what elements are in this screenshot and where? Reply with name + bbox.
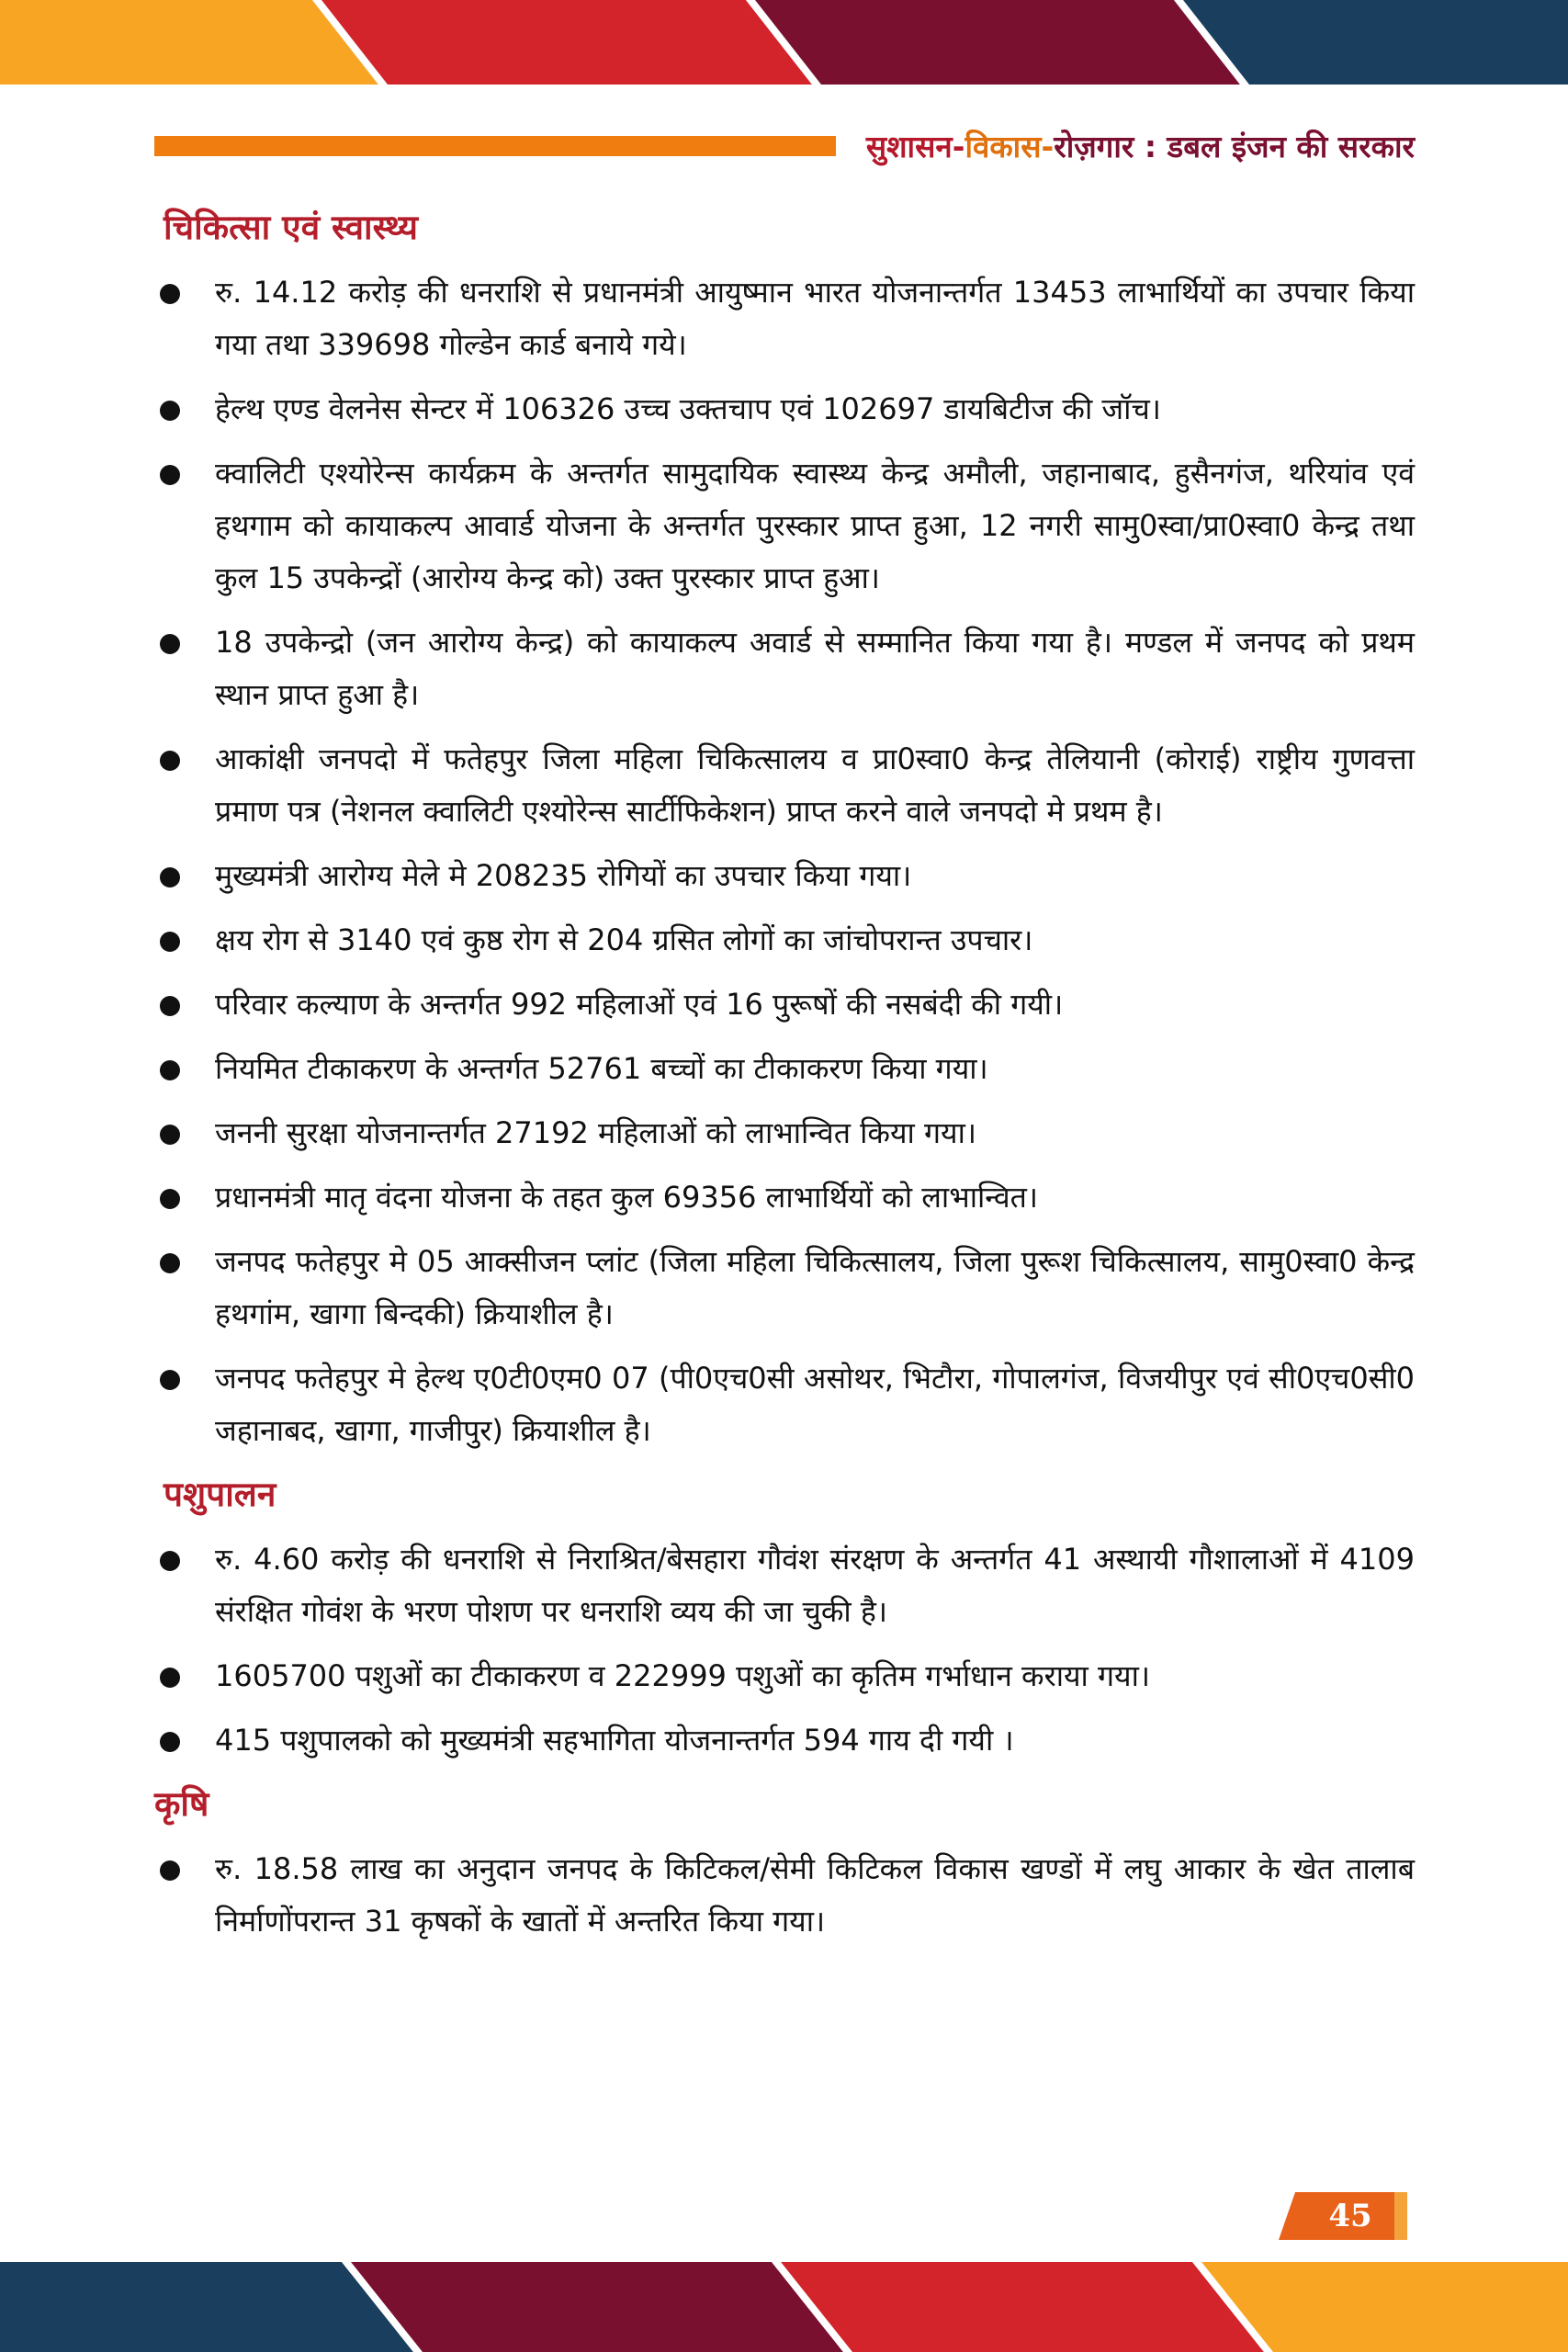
list-item: 415 पशुपालको को मुख्यमंत्री सहभागिता योजनान्तर्गत 594 गाय दी गयी । [154,1714,1415,1767]
bullet-icon [160,932,180,952]
health-list [154,266,1415,1457]
list-item: जनपद फतेहपुर मे 05 आक्सीजन प्लांट (जिला महिला चिकित्सालय, जिला पुरूश चिकित्सालय, सामु0स्वा0 केन्द्र हथगांम, खागा बिन्दकी) क्रियाशील है। [154,1236,1415,1340]
header-title-part3: रोज़गार : डबल इंजन की सरकार [1054,128,1415,164]
list-item: रु. 4.60 करोड़ की धनराशि से निराश्रित/बेसहारा गौवंश संरक्षण के अन्तर्गत 41 अस्थायी गौशालाओं में 4109 संरक्षित गोवंश के भरण पोशण पर धनराशि व्यय की जा चुकी है। [154,1533,1415,1638]
bullet-icon [160,996,180,1016]
bullet-icon [160,1732,180,1752]
bullet-icon [160,1370,180,1390]
agriculture-list [154,1843,1415,1948]
list-item: हेल्थ एण्ड वेलनेस सेन्टर में 106326 उच्च उक्तचाप एवं 102697 डायबिटीज की जॉच। [154,383,1415,435]
section-heading-animal-husbandry: पशुपालन [164,1475,276,1514]
header-title-part2: विकास- [964,128,1055,164]
bullet-icon [160,1189,180,1209]
bullet-icon [160,867,180,888]
list-item: 18 उपकेन्द्रो (जन आरोग्य केन्द्र) को कायाकल्प अवार्ड से सम्मानित किया गया है। मण्डल में जनपद को प्रथम स्थान प्राप्त हुआ है। [154,616,1415,721]
list-item: परिवार कल्याण के अन्तर्गत 992 महिलाओं एवं 16 पुरूषों की नसबंदी की गयी। [154,978,1415,1031]
bullet-icon [160,1551,180,1571]
list-item: क्षय रोग से 3140 एवं कुष्ठ रोग से 204 ग्रसित लोगों का जांचोपरान्त उपचार। [154,914,1415,967]
list-item: आकांक्षी जनपदो में फतेहपुर जिला महिला चिकित्सालय व प्रा0स्वा0 केन्द्र तेलियानी (कोराई) राष्ट्रीय गुणवत्ता प्रमाण पत्र (नेशनल क्वालिटी एश्योरेन्स सार्टीफिकेशन) प्राप्त करने वाले जनपदो मे प्रथम है। [154,733,1415,838]
list-item: नियमित टीकाकरण के अन्तर्गत 52761 बच्चों का टीकाकरण किया गया। [154,1043,1415,1095]
page-content [154,202,1415,1960]
page-number-tab [1279,2192,1407,2240]
bullet-icon [160,284,180,304]
list-item: जननी सुरक्षा योजनान्तर्गत 27192 महिलाओं को लाभान्वित किया गया। [154,1107,1415,1159]
header-title-part1: सुशासन- [865,128,965,164]
list-item: 1605700 पशुओं का टीकाकरण व 222999 पशुओं का कृतिम गर्भाधान कराया गया। [154,1650,1415,1702]
top-decorative-band [0,0,1568,85]
bullet-icon [160,1668,180,1688]
bullet-icon [160,401,180,421]
bullet-icon [160,751,180,771]
page-number: 45 [1328,2198,1372,2234]
bullet-icon [160,1253,180,1273]
header-title [852,122,1415,168]
list-item: जनपद फतेहपुर मे हेल्थ ए0टी0एम0 07 (पी0एच0सी असोथर, भिटौरा, गोपालगंज, विजयीपुर एवं सी0एच0सी0 जहानाबद, खागा, गाजीपुर) क्रियाशील है। [154,1352,1415,1457]
bullet-icon [160,1125,180,1145]
bullet-icon [160,1060,180,1080]
header-rule [154,136,836,156]
bullet-icon [160,1860,180,1881]
bullet-icon [160,465,180,485]
list-item: मुख्यमंत्री आरोग्य मेले मे 208235 रोगियों का उपचार किया गया। [154,850,1415,902]
section-heading-health: चिकित्सा एवं स्वास्थ्य [164,208,418,247]
animal-husbandry-list [154,1533,1415,1767]
list-item: क्वालिटी एश्योरेन्स कार्यक्रम के अन्तर्गत सामुदायिक स्वास्थ्य केन्द्र अमौली, जहानाबाद, हुसैनगंज, थरियांव एवं हथगाम को कायाकल्प आवार्ड योजना के अन्तर्गत पुरस्कार प्राप्त हुआ, 12 नगरी सामु0स्वा/प्रा0स्वा0 केन्द्र तथा कुल 15 उपकेन्द्रों (आरोग्य केन्द्र को) उक्त पुरस्कार प्राप्त हुआ। [154,447,1415,605]
list-item: रु. 14.12 करोड़ की धनराशि से प्रधानमंत्री आयुष्मान भारत योजनान्तर्गत 13453 लाभार्थियों का उपचार किया गया तथा 339698 गोल्डेन कार्ड बनाये गये। [154,266,1415,371]
bottom-decorative-band [0,2262,1568,2352]
list-item: प्रधानमंत्री मातृ वंदना योजना के तहत कुल 69356 लाभार्थियों को लाभान्वित। [154,1171,1415,1224]
list-item: रु. 18.58 लाख का अनुदान जनपद के किटिकल/सेमी किटिकल विकास खण्डों में लघु आकार के खेत तालाब निर्माणोंपरान्त 31 कृषकों के खातों में अन्तरित किया गया। [154,1843,1415,1948]
bullet-icon [160,634,180,654]
section-heading-agriculture: कृषि [154,1784,209,1824]
